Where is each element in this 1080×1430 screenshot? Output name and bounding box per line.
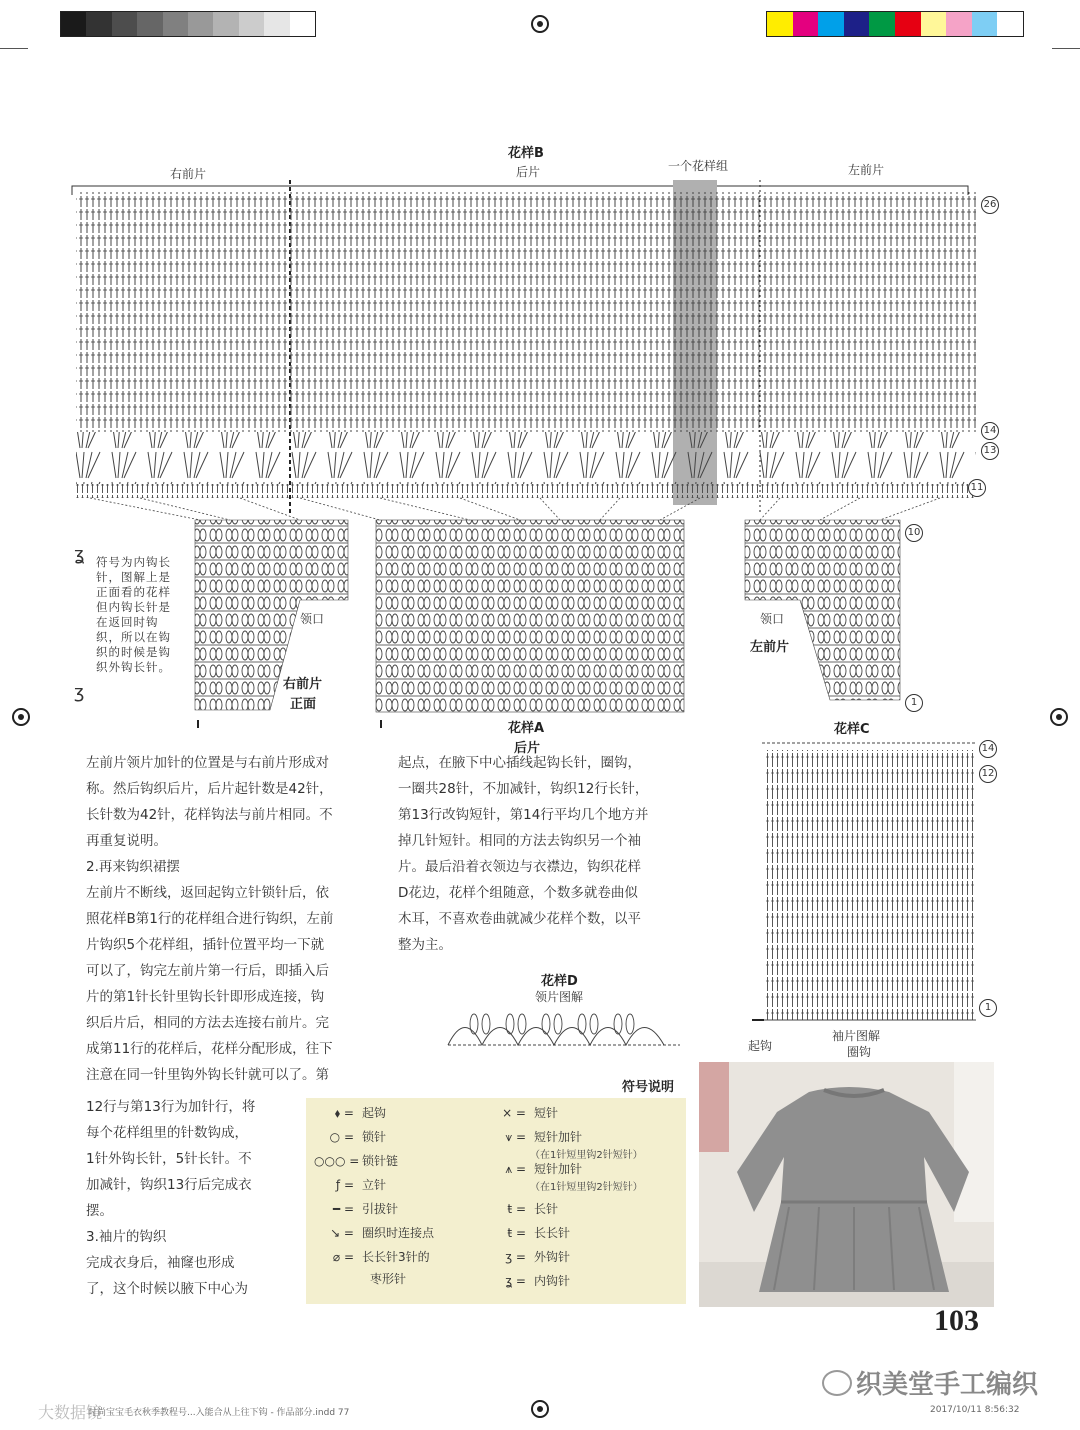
text-line: 加减针，钩织13行后完成衣: [86, 1177, 252, 1193]
legend-symbol: ━ =: [332, 1202, 354, 1216]
sweater-illustration: [699, 1062, 994, 1307]
row-number: 14: [979, 740, 997, 758]
watermark: 织美堂手工编织: [856, 1370, 1039, 1400]
svg-text:ʒ: ʒ: [74, 682, 85, 703]
legend-item: [314, 1104, 386, 1121]
text-line: 片钩织5个花样组，插针位置平均一下就: [86, 937, 325, 953]
legend-item: [486, 1104, 558, 1121]
text-line: 再重复说明。: [86, 833, 167, 849]
text-line: 12行与第13行为加针行，将: [86, 1099, 256, 1115]
row-number: 26: [981, 196, 999, 214]
text-column-right: [398, 750, 698, 958]
legend-symbol: × =: [502, 1106, 526, 1120]
legend-symbol: ƒ =: [335, 1178, 354, 1192]
legend-symbol: ʓ =: [505, 1274, 526, 1288]
right-front-title: 右前片: [283, 673, 322, 692]
row-number: 12: [979, 765, 997, 783]
pattern-c-title: 花样C: [834, 722, 870, 737]
back-label: 后片: [516, 165, 541, 179]
text-line: 起点，在腋下中心插线起钩长针，圈钩，: [398, 755, 641, 771]
legend-label: 起钩: [362, 1106, 387, 1120]
text-line: 长针数为42针，花样钩法与前片相同。不: [86, 807, 333, 823]
legend-item: [314, 1128, 386, 1145]
legend-item: [314, 1152, 398, 1169]
footer-date: 2017/10/11 8:56:32: [930, 1405, 1020, 1415]
neckline-label: 领口: [300, 612, 325, 626]
legend-symbol: ↘ =: [330, 1226, 354, 1240]
legend-title: 符号说明: [622, 1080, 675, 1095]
pattern-a-title: 花样A: [508, 721, 545, 736]
legend-label: 长针: [534, 1202, 559, 1216]
legend-symbol: ŧ =: [507, 1202, 526, 1216]
text-line: 片。最后沿着衣领边与衣襟边，钩织花样: [398, 859, 641, 875]
legend-item: [486, 1160, 582, 1177]
legend-label: 锁针链: [362, 1154, 399, 1168]
left-front-title: 左前片: [750, 636, 789, 655]
page-number: 103: [934, 1304, 979, 1337]
legend-item: [486, 1248, 570, 1265]
legend-item: [314, 1248, 430, 1265]
text-line: 称。然后钩织后片，后片起针数是42针，: [86, 781, 333, 797]
legend-item: [486, 1128, 582, 1145]
legend-label: 圈织时连接点: [362, 1226, 435, 1240]
legend-item: [486, 1272, 570, 1289]
symbol-note: 符号为内钩长针，图解上是正面看的花样但内钩长针是在返回时钩织，所以在钩织的时候是钩织外钩长针。: [96, 555, 171, 674]
row-number: 1: [905, 694, 923, 712]
text-line: D花边，花样个组随意，个数多就卷曲似: [398, 885, 638, 901]
legend-symbol: ⌀ =: [332, 1250, 354, 1264]
row-number: 11: [968, 479, 986, 497]
text-column-left-lower: [86, 1094, 296, 1302]
text-line: 织后片后，相同的方法去连接右前片。完: [86, 1015, 329, 1031]
text-line: 左前片不断线，返回起钩立针锁针后，依: [86, 885, 329, 901]
legend-label: 立针: [362, 1178, 387, 1192]
legend-label-extra: 枣形针: [370, 1272, 407, 1286]
sweater-photo: [699, 1062, 994, 1307]
legend-label: 外钩针: [534, 1250, 571, 1264]
legend-symbol: ŧ =: [507, 1226, 526, 1240]
legend-label: 引拔针: [362, 1202, 399, 1216]
text-line: 注意在同一针里钩外钩长针就可以了。第: [86, 1067, 329, 1083]
text-line: 掉几针短针。相同的方法去钩织另一个袖: [398, 833, 641, 849]
start-label: 起钩: [748, 1039, 773, 1053]
text-line: 木耳，不喜欢卷曲就减少花样个数，以平: [398, 911, 641, 927]
pattern-d-subtitle: 领片图解: [535, 990, 584, 1004]
legend-symbol: ⬧ =: [334, 1106, 354, 1120]
legend-label: 锁针: [362, 1130, 387, 1144]
sleeve-caption-round: 圈钩: [847, 1045, 872, 1059]
legend-label: 短针加针: [534, 1162, 583, 1176]
text-line: 可以了，钩完左前片第一行后，即插入后: [86, 963, 329, 979]
legend-label: 长长针: [534, 1226, 571, 1240]
symbol-legend: [306, 1098, 686, 1304]
row-number: 1: [979, 999, 997, 1017]
left-front-label: 左前片: [848, 163, 885, 177]
svg-text:ʓ: ʓ: [74, 544, 85, 565]
legend-label: 内钩针: [534, 1274, 571, 1288]
text-line: 一圈共28针，不加减针，钩织12行长针，: [398, 781, 649, 797]
text-line: 照花样B第1行的花样组合进行钩织，左前: [86, 911, 334, 927]
row-number: 14: [981, 422, 999, 440]
legend-item: [486, 1200, 558, 1217]
text-line: 第13行改钩短针，第14行平均几个地方并: [398, 807, 649, 823]
text-line: 每个花样组里的针数钩成，: [86, 1125, 248, 1141]
pattern-d-title: 花样D: [541, 974, 578, 989]
legend-subnote: （在1针短里钩2针短针）: [530, 1182, 643, 1193]
text-column-left: [86, 750, 386, 1088]
legend-symbol: ʒ =: [505, 1250, 526, 1264]
text-line: 1针外钩长针，5针长针。不: [86, 1151, 252, 1167]
legend-item: [314, 1224, 434, 1241]
pattern-a-subtitle: 后片: [514, 741, 541, 756]
text-line: 2.再来钩织裙摆: [86, 859, 180, 875]
legend-symbol: ○○○ =: [314, 1154, 360, 1168]
legend-item: [314, 1200, 398, 1217]
footer-logo: 大数据镜: [38, 1403, 103, 1422]
one-pattern-label: 一个花样组: [668, 159, 729, 173]
text-line: 左前片领片加针的位置是与右前片形成对: [86, 755, 329, 771]
legend-item: [314, 1176, 386, 1193]
legend-item: [486, 1224, 570, 1241]
legend-label: 长长针3针的: [362, 1250, 430, 1264]
legend-symbol: ○ =: [329, 1130, 354, 1144]
legend-symbol: ⩛ =: [505, 1130, 526, 1144]
legend-label: 短针: [534, 1106, 559, 1120]
text-line: 片的第1针长针里钩长针即形成连接，钩: [86, 989, 325, 1005]
text-line: 3.袖片的钩织: [86, 1229, 167, 1245]
text-line: 成第11行的花样后，花样分配形成，往下: [86, 1041, 333, 1057]
row-number: 10: [905, 524, 923, 542]
legend-subnote: （在1针短里钩2针短针）: [530, 1150, 643, 1161]
wechat-icon: [822, 1370, 852, 1396]
legend-label: 短针加针: [534, 1130, 583, 1144]
row-number: 13: [981, 442, 999, 460]
neckline-label: 领口: [760, 612, 785, 626]
text-line: 整为主。: [398, 937, 452, 953]
text-line: 完成衣身后，袖窿也形成: [86, 1255, 235, 1271]
legend-symbol: ⩚ =: [505, 1162, 526, 1176]
text-line: 了，这个时候以腋下中心为: [86, 1281, 248, 1297]
sleeve-caption: 袖片图解: [832, 1029, 881, 1043]
pattern-b-title: 花样B: [508, 146, 544, 161]
right-front-subtitle: 正面: [290, 693, 316, 712]
right-front-label: 右前片: [170, 167, 207, 181]
footer-file: 时尚宝宝毛衣秋季教程号...入能合从上往下钩 - 作品部分.indd 77: [88, 1408, 350, 1418]
text-line: 摆。: [86, 1203, 113, 1219]
